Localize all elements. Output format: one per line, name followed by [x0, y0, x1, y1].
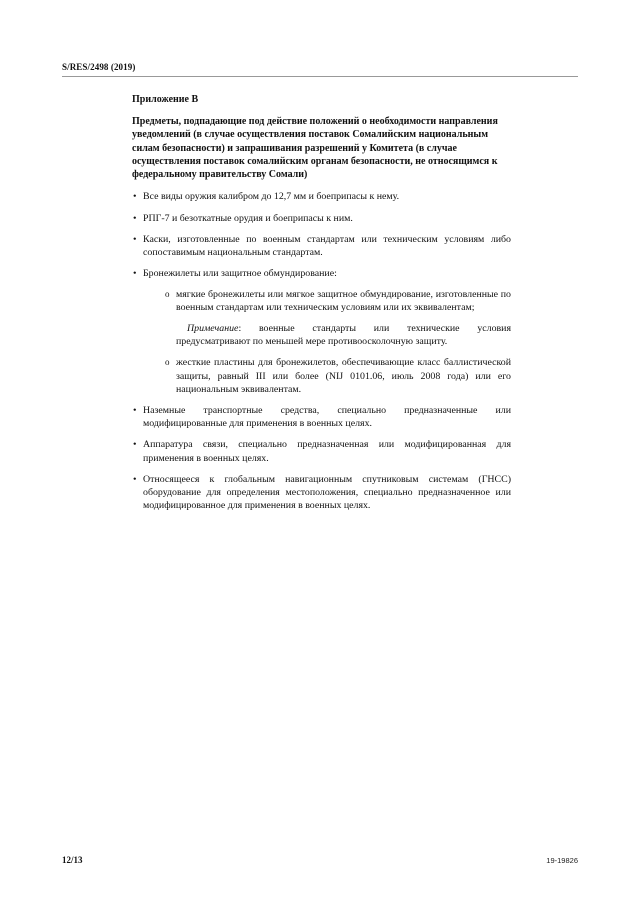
item-text: РПГ-7 и безоткатные орудия и боеприпасы к ним.: [143, 212, 353, 224]
circle-bullet-icon: o: [165, 357, 170, 368]
sub-items-list: [143, 288, 511, 314]
list-item: [132, 404, 511, 430]
circle-bullet-icon: o: [165, 288, 170, 299]
list-item: [132, 190, 511, 203]
annex-content: [132, 93, 511, 520]
document-number: 19-19826: [546, 856, 578, 865]
sub-list-item: [143, 288, 511, 314]
item-text: Бронежилеты или защитное обмундирование:: [143, 268, 337, 280]
note-text: : военные стандарты или технические условия предусматривают по меньшей мере противоосколочную защиту.: [176, 322, 511, 348]
annex-subject: Предметы, подпадающие под действие положений о необходимости направления уведомлений (в случае осуществления поставок Сомалийским национальным силам безопасности) и запрашивания разрешений у Комитета (в случае осуществления поставок сомалийским органам безопасности, не относящимся к федеральному правительству Сомали): [132, 116, 498, 181]
document-symbol: S/RES/2498 (2019): [62, 62, 136, 72]
bullet-icon: •: [133, 473, 137, 485]
bullet-icon: •: [133, 439, 137, 451]
bullet-icon: •: [133, 212, 137, 224]
bullet-icon: •: [133, 191, 137, 203]
item-text: Каски, изготовленные по военным стандартам или техническим условиям либо сопоставимым национальным стандартам.: [143, 233, 511, 259]
list-item: [132, 473, 511, 513]
items-list: [132, 190, 511, 512]
annex-title: Приложение B: [132, 94, 199, 105]
bullet-icon: •: [133, 268, 137, 280]
sub-item-text: жесткие пластины для бронежилетов, обеспечивающие класс баллистической защиты, равный III или более (NIJ 0101.06, июль 2008 года) или его национальным эквивалентам.: [176, 357, 511, 395]
page-number: 12/13: [62, 855, 83, 865]
item-text: Все виды оружия калибром до 12,7 мм и боеприпасы к нему.: [143, 191, 400, 203]
item-text: Аппаратура связи, специально предназначенная или модифицированная для применения в военных целях.: [143, 439, 511, 464]
sub-items-list: [143, 356, 511, 396]
note-paragraph: [176, 322, 511, 348]
item-text: Относящееся к глобальным навигационным спутниковым системам (ГНСС) оборудование для определения местоположения, специально предназначенное или модифицированное для применения в военных целях.: [143, 473, 511, 512]
list-item: [132, 233, 511, 259]
item-text: Наземные транспортные средства, специально предназначенные или модифицированные для применения в военных целях.: [143, 404, 511, 430]
note-label: Примечание: [187, 322, 239, 334]
bullet-icon: •: [133, 404, 137, 416]
sub-item-text: мягкие бронежилеты или мягкое защитное обмундирование, изготовленные по военным стандартам или техническим условиям или их эквивалентам;: [176, 288, 511, 313]
list-item: [132, 212, 511, 225]
list-item: [132, 267, 511, 396]
header-divider: [62, 76, 578, 77]
sub-list-item: [143, 356, 511, 396]
bullet-icon: •: [133, 233, 137, 245]
list-item: [132, 438, 511, 464]
